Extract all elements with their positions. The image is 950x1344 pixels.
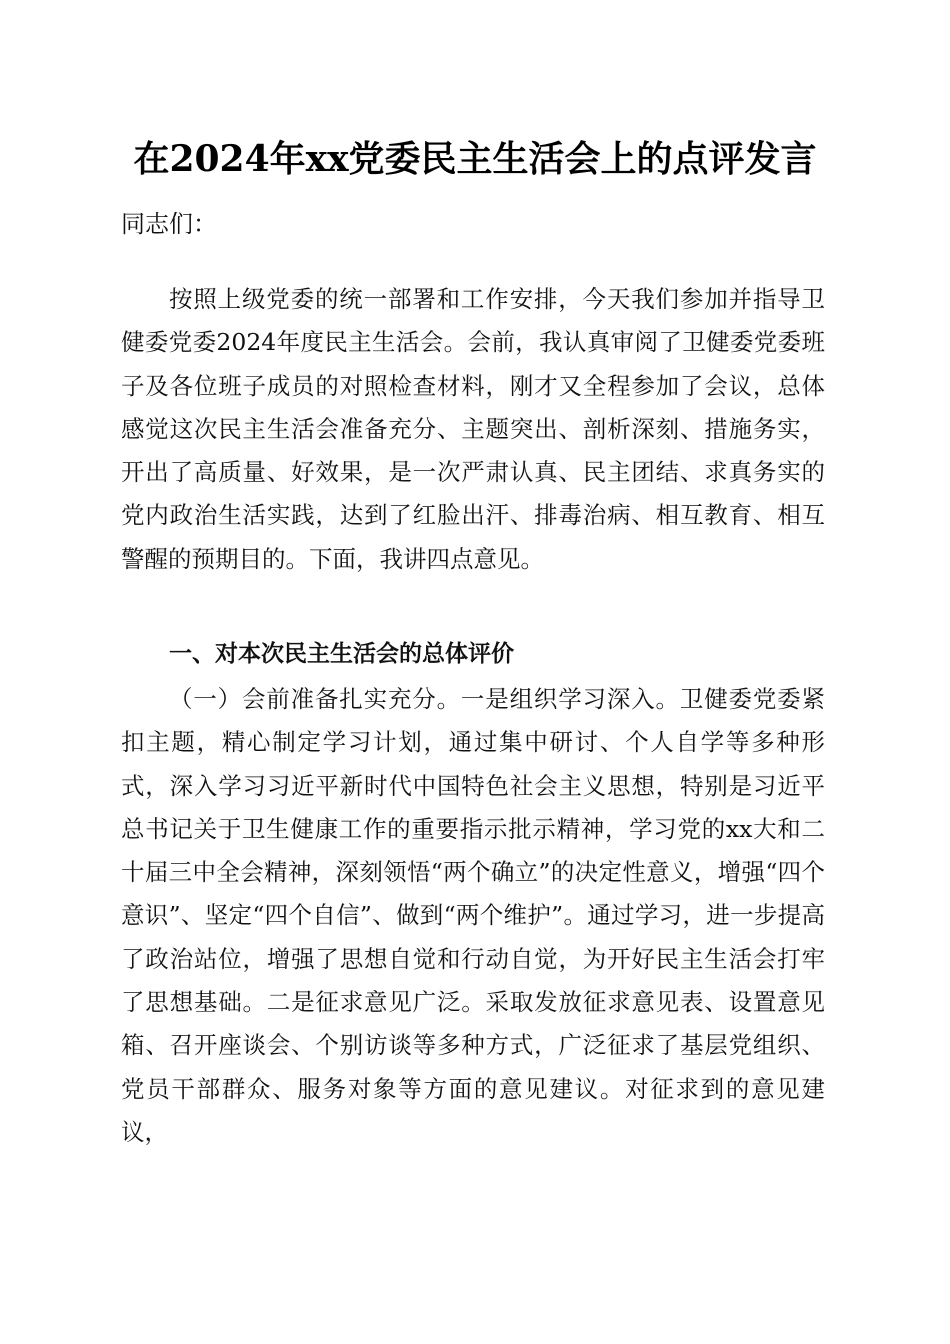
- salutation: 同志们：: [121, 210, 217, 238]
- body-paragraph-intro: 按照上级党委的统一部署和工作安排，今天我们参加并指导卫健委党委2024年度民主生活会。会前，我认真审阅了卫健委党委班子及各位班子成员的对照检查材料，刚才又全程参加了会议，总体感觉这次民主生活会准备充分、主题突出、剖析深刻、措施务实，开出了高质量、好效果，是一次严肃认真、民主团结、求真务实的党内政治生活实践，达到了红脸出汗、排毒治病、相互教育、相互警醒的预期目的。下面，我讲四点意见。: [121, 285, 825, 573]
- document-title: 在2024年xx党委民主生活会上的点评发言: [133, 138, 817, 180]
- body-paragraph-preparation: （一）会前准备扎实充分。一是组织学习深入。卫健委党委紧扣主题，精心制定学习计划，通过集中研讨、个人自学等多种形式，深入学习习近平新时代中国特色社会主义思想，特别是习近平总书记关于卫生健康工作的重要指示批示精神，学习党的xx大和二十届三中全会精神，深刻领悟“两个确立”的决定性意义，增强“四个意识”、坚定“四个自信”、做到“两个维护”。通过学习，进一步提高了政治站位，增强了思想自觉和行动自觉，为开好民主生活会打牢了思想基础。二是征求意见广泛。采取发放征求意见表、设置意见箱、召开座谈会、个别访谈等多种方式，广泛征求了基层党组织、党员干部群众、服务对象等方面的意见建议。对征求到的意见建议，: [121, 685, 825, 1146]
- section-heading-1: 一、对本次民主生活会的总体评价: [169, 641, 514, 667]
